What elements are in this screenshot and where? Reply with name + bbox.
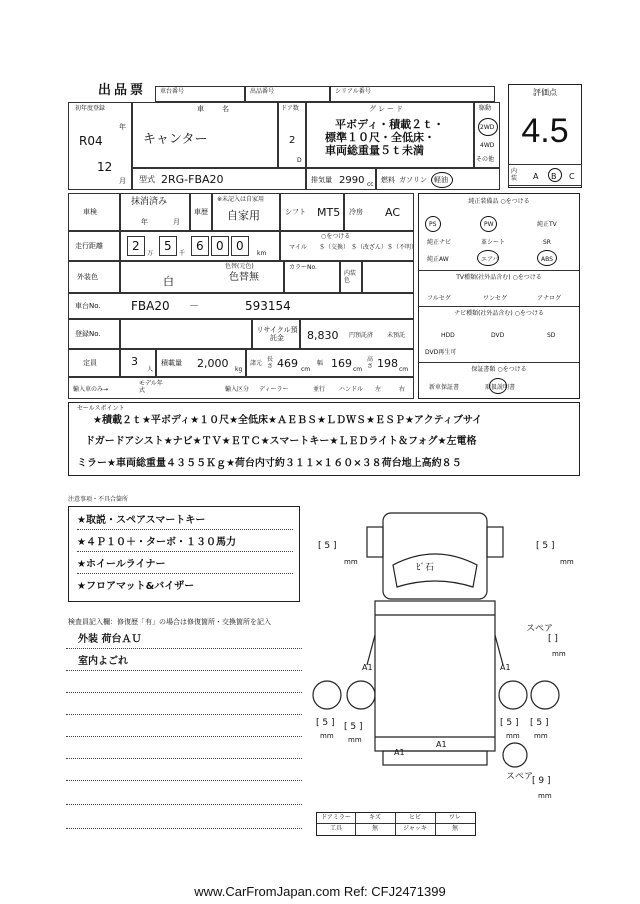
shaken-cell [120,193,190,231]
leader-line [367,635,375,665]
tv-oneseg: ワンセグ [483,295,508,302]
damage-mark: A1 [500,663,511,672]
spare-wheel [503,743,527,767]
equip-tv: 純正TV [537,221,557,228]
drive-other: その他 [476,156,495,163]
fuel-option-gasoline: ガソリン [399,176,427,184]
interior-grade-a: A [533,172,539,181]
displacement-cell [306,168,376,190]
tread-rear-left-inner: [ 5 ] [344,722,363,732]
windshield-note: ﾋﾞ石 [416,563,435,573]
tread-value: 5 [536,718,543,728]
divider [419,362,579,363]
length-value: 469 [277,357,298,370]
divider [419,270,579,271]
footer-ref: www.CarFromJapan.com Ref: CFJ2471399 [194,884,446,899]
load-unit: kg [235,366,243,373]
car-name: キャンター [143,132,208,147]
equip-pw-circle [480,216,497,232]
handle-right: 右 [399,386,406,393]
usage-label-cell [190,193,212,231]
mileage-digit-box [127,236,145,256]
wheel-rear-right [499,681,527,709]
dims-unit-2: cm [353,366,363,373]
drive-alt: 4WD [480,142,495,149]
height-label: 高さ [367,356,374,370]
fuel-cell [376,168,500,190]
legend-item: ワレ [448,814,461,821]
shaken-label-cell [68,193,120,231]
load-cell [156,349,246,377]
equipment-title: 純正装備品 ○をつける [468,198,530,205]
color-change: 色替無 [229,272,259,283]
model-label: 型式 [139,175,155,184]
tread-unit: mm [506,732,520,740]
inspector-rule [66,736,302,737]
tread-unit: mm [538,792,552,800]
mileage-digit: 5 [164,239,172,253]
divider [317,823,475,824]
import-class-dealer: ディーラー [259,386,289,393]
reg-label-cell [68,319,120,349]
warranty-new-car: 新車保証書 [429,384,460,391]
spare-label: スペア [506,772,534,782]
grade-line-2: 標準１０尺・全低床・ [325,131,435,144]
first-reg-label: 初年度登録 [75,105,106,112]
interior-label: 内装 [511,168,518,182]
tv-analog: アナログ [537,295,562,302]
mileage-digit: 6 [196,239,204,253]
fuel-label: 燃料 [381,176,395,184]
tread-unit: mm [560,558,574,566]
wheel-rear-left [347,681,375,709]
shift-cell [280,193,344,231]
color-no-label: カラーNo. [289,264,317,271]
recycle-unit: 円預託済 [349,332,374,339]
left-mirror [367,527,383,557]
tread-unit: mm [320,732,334,740]
windshield [393,554,477,587]
inspector-rule [66,780,302,781]
chassis-number: 593154 [245,299,291,313]
capacity-label: 定員 [83,359,97,367]
chassis-label: 車台No. [75,302,101,310]
equip-airbag-circle [477,250,499,266]
mileage-option-altered: ＄（改ざん） [351,244,388,251]
damage-mark: A1 [362,663,373,672]
color-no-cell [284,261,340,293]
grade-line-3: 車両総重量５ｔ未満 [325,144,424,157]
tread-value: 5 [506,718,513,728]
dims-unit-1: cm [301,366,311,373]
legend-item: 無 [371,825,378,832]
tv-title: TV種類(社外品含む) ○をつける [456,274,542,281]
tread-unit: mm [534,732,548,740]
mileage-digit-box [191,236,209,256]
dims-label: 諸元 [250,360,263,367]
interior-grade-cell [508,164,582,186]
chassis-dash: － [189,301,199,312]
tread-value: 5 [324,541,331,551]
auction-cell [245,86,330,102]
note-item: ★４Ｐ１０＋・ターボ・１３０馬力 [77,537,236,548]
mileage-digit: 0 [236,239,244,253]
shaken-value: 抹消済み [131,197,168,207]
equip-leather: 革シート [481,239,506,246]
import-label: 輸入車のみ→ [73,386,109,393]
tread-unit: mm [348,736,362,744]
first-reg-year-unit: 年 [119,123,126,131]
equipment-box [418,193,580,399]
auction-label: 出品番号 [250,88,275,95]
damage-mark: A1 [394,748,405,757]
note-rule [77,551,293,552]
displacement-unit: cc [367,181,374,188]
car-name-label: 車名 [197,105,247,113]
navi-title: ナビ種類(社外品含む) ○をつける [454,310,544,317]
warranty-manual: 取扱説明書 [485,384,516,391]
legend-box [316,812,476,836]
grade-point-label: 評価点 [533,88,557,97]
height-value: 198 [377,357,398,370]
vin-label: 車台番号 [160,88,185,95]
grade-line-1: 平ボディ・積載２ｔ・ [335,118,445,131]
usage-value: 自家用 [227,209,260,222]
ac-value: AC [385,206,401,219]
mileage-digit: 2 [132,239,140,253]
doors-label: ドア数 [281,105,299,112]
inspector-rule [66,670,302,671]
tread-rear-left-outer: [ 5 ] [316,718,335,728]
drive-selected: 2WD [480,124,495,131]
tread-unit: mm [344,558,358,566]
tread-unit: mm [552,650,566,658]
capacity-label-cell [68,349,120,377]
interior-color-label: 内装色 [344,270,357,284]
note-rule [77,573,293,574]
equip-abs: ABS [541,256,553,263]
grade-cell [306,102,474,168]
exterior-color: 白 [163,275,174,288]
tread-front-right: [ 5 ] [536,541,555,551]
warranty-circle [489,378,507,394]
tread-value: 5 [322,718,329,728]
mileage-option-mile: マイル [289,244,307,251]
right-mirror [487,527,503,557]
mileage-label: 走行距離 [75,242,103,250]
wheel-front-left [313,681,341,709]
displacement-value: 2990 [339,175,365,186]
equip-navi: 純正ナビ [427,239,452,246]
divider [419,306,579,307]
shift-label: シフト [285,208,306,216]
mileage-digit: 0 [216,239,224,253]
inspector-rule [66,804,302,805]
model-year-label: モデル年式 [139,380,163,394]
warranty-title: 保証書類 ○をつける [471,366,527,373]
width-label: 幅 [317,360,324,367]
note-item: ★フロアマット&バイザー [77,581,195,592]
shaken-label: 車検 [83,208,97,216]
mileage-digit-box [211,236,229,256]
tread-value: 9 [538,776,545,786]
mileage-cell [120,231,280,261]
grade-point-value: 4.5 [521,112,569,150]
note-item: ★取説・スペアスマートキー [77,515,206,526]
exterior-color-label: 外装色 [77,273,98,281]
inspector-item: 外装 荷台ＡＵ [78,634,142,645]
legend-item: ドアミラー [321,814,351,821]
exterior-color-label-cell [68,261,120,293]
selling-points-label: セールスポイント [77,405,125,412]
car-name-cell [132,102,278,168]
grade-label: グレード [369,105,405,113]
legend-item: ヒビ [408,814,421,821]
import-row [68,377,414,399]
equip-aw: 純正AW [427,256,449,263]
model-value: 2RG-FBA20 [161,173,224,186]
mileage-options-cell [280,231,418,261]
interior-color-label-cell [340,261,362,293]
tread-value: 5 [350,722,357,732]
import-class-parallel: 並行 [313,386,326,393]
tread-rear-right-inner: [ 5 ] [500,718,519,728]
reg-cell [120,319,252,349]
first-reg-era: R04 [79,134,103,148]
spare-label: スペア [526,624,554,634]
load-label: 積載量 [161,359,182,367]
recycle-label: リサイクル預託金 [256,326,298,342]
legend-item: キズ [369,814,381,821]
legend-item: ジャッキ [403,825,427,832]
mileage-digit-box [159,236,177,256]
handle-left: 左 [375,386,382,393]
navi-hdd: HDD [441,332,455,339]
equip-ps: PS [429,221,437,228]
ac-cell [344,193,414,231]
recycle-label-cell [252,319,300,349]
first-reg-cell [68,102,132,190]
inspector-rule [66,648,302,649]
mileage-note: ○をつける [321,233,351,240]
navi-dvd: DVD [491,332,505,339]
length-label: 長さ [267,356,274,370]
sheet-title: 出品票 [98,83,147,98]
notes-label: 注意事項・不具合箇所 [68,496,129,503]
selling-point-line: ドガードアシスト★ナビ★ＴＶ★ＥＴＣ★スマートキー★ＬＥＤライト＆フォグ★左電格 [85,436,477,447]
usage-cell [212,193,280,231]
selling-point-line: ミラー★車両総重量４３５５Ｋｇ★荷台内寸約３１１×１６０×３８荷台地上高約８５ [77,458,462,469]
handle-label: ハンドル [339,386,364,393]
serial-cell [330,86,495,102]
inspector-rule [66,714,302,715]
leader-line [495,635,503,665]
navi-dvd-play: DVD再生可 [425,349,457,356]
mileage-unit: km [257,250,267,257]
dims-unit-3: cm [399,366,409,373]
wheel-front-right [531,681,559,709]
shift-value: MT5 [317,206,341,219]
width-value: 169 [331,357,352,370]
mileage-option-unknown: ＄（不明） [387,244,418,251]
selling-point-line: ★積載２ｔ★平ボディ★１０尺★全低床★ＡＥＢＳ★ＬＤＷＳ★ＥＳＰ★アクティブサイ [93,415,483,426]
color-cell [120,261,284,293]
serial-label: シリアル番号 [335,88,371,95]
cargo-bed [375,601,495,751]
damage-mark: A1 [436,740,447,749]
mileage-option-replaced: ＄（交換） [319,244,350,251]
first-reg-month: 12 [97,160,113,174]
tread-rear-right-outer: [ 5 ] [530,718,549,728]
interior-grade-b: B [551,172,557,181]
tread-value: 5 [542,541,549,551]
usage-label: 車歴 [194,208,208,216]
capacity-cell [120,349,156,377]
equip-pw: PW [484,221,494,228]
legend-item: 無 [451,825,458,832]
capacity-value: 3 [131,355,138,368]
displacement-label: 排気量 [311,176,332,184]
import-class-label: 輸入区分 [225,386,250,393]
chassis-prefix: FBA20 [131,299,170,313]
first-reg-month-unit: 月 [119,177,126,185]
inspector-label: 検査員記入欄：修復歴「有」の場合は修復箇所・交換箇所を記入 [68,618,271,626]
spare-tread: [ 9 ] [532,776,551,786]
doors-sub: D [297,157,302,164]
tread-front-left: [ 5 ] [318,541,337,551]
reg-label: 登録No. [75,330,101,338]
recycle-amount: 8,830 [307,329,339,342]
load-value: 2,000 [197,357,229,370]
usage-note: ※未記入は自家用 [217,196,265,203]
spare-tread: [ ] [548,634,558,644]
equip-airbag: エアバ [481,256,499,263]
mileage-unit-sen: 千 [179,250,186,257]
ac-label: 冷房 [349,208,363,216]
mileage-digit-box [231,236,249,256]
chassis-row [68,293,414,319]
recycle-cell [300,319,414,349]
inspector-rule [66,828,302,829]
model-cell [132,168,306,190]
color-change-label: 色替(元色) [225,263,254,270]
doors-value: 2 [289,135,296,146]
shaken-month: 月 [173,218,180,226]
mileage-label-cell [68,231,120,261]
drive-label: 駆動 [479,105,492,112]
dims-cell [246,349,414,377]
inspector-rule [66,692,302,693]
legend-item: 工具 [329,825,342,832]
tv-fullseg: フルセグ [427,295,451,302]
shaken-year: 年 [141,218,148,226]
inspector-rule [66,758,302,759]
equip-abs-circle [537,250,557,266]
doors-cell [278,102,306,168]
vin-cell [155,86,245,102]
selling-points-box [68,402,580,476]
navi-sd: SD [547,332,556,339]
fuel-option-diesel: 軽油 [434,176,448,184]
inspector-item: 室内よごれ [78,656,128,667]
interior-color-cell [362,261,414,293]
equip-sr: SR [543,239,551,246]
note-rule [77,529,293,530]
note-item: ★ホイールライナー [77,559,166,570]
interior-grade-c: C [569,172,575,181]
recycle-status: 未預託 [387,332,406,339]
mileage-unit-man: 万 [147,250,154,257]
notes-box [68,506,300,602]
capacity-unit: 人 [147,366,154,373]
drive-cell [474,102,500,168]
equip-ps-circle [425,216,441,232]
